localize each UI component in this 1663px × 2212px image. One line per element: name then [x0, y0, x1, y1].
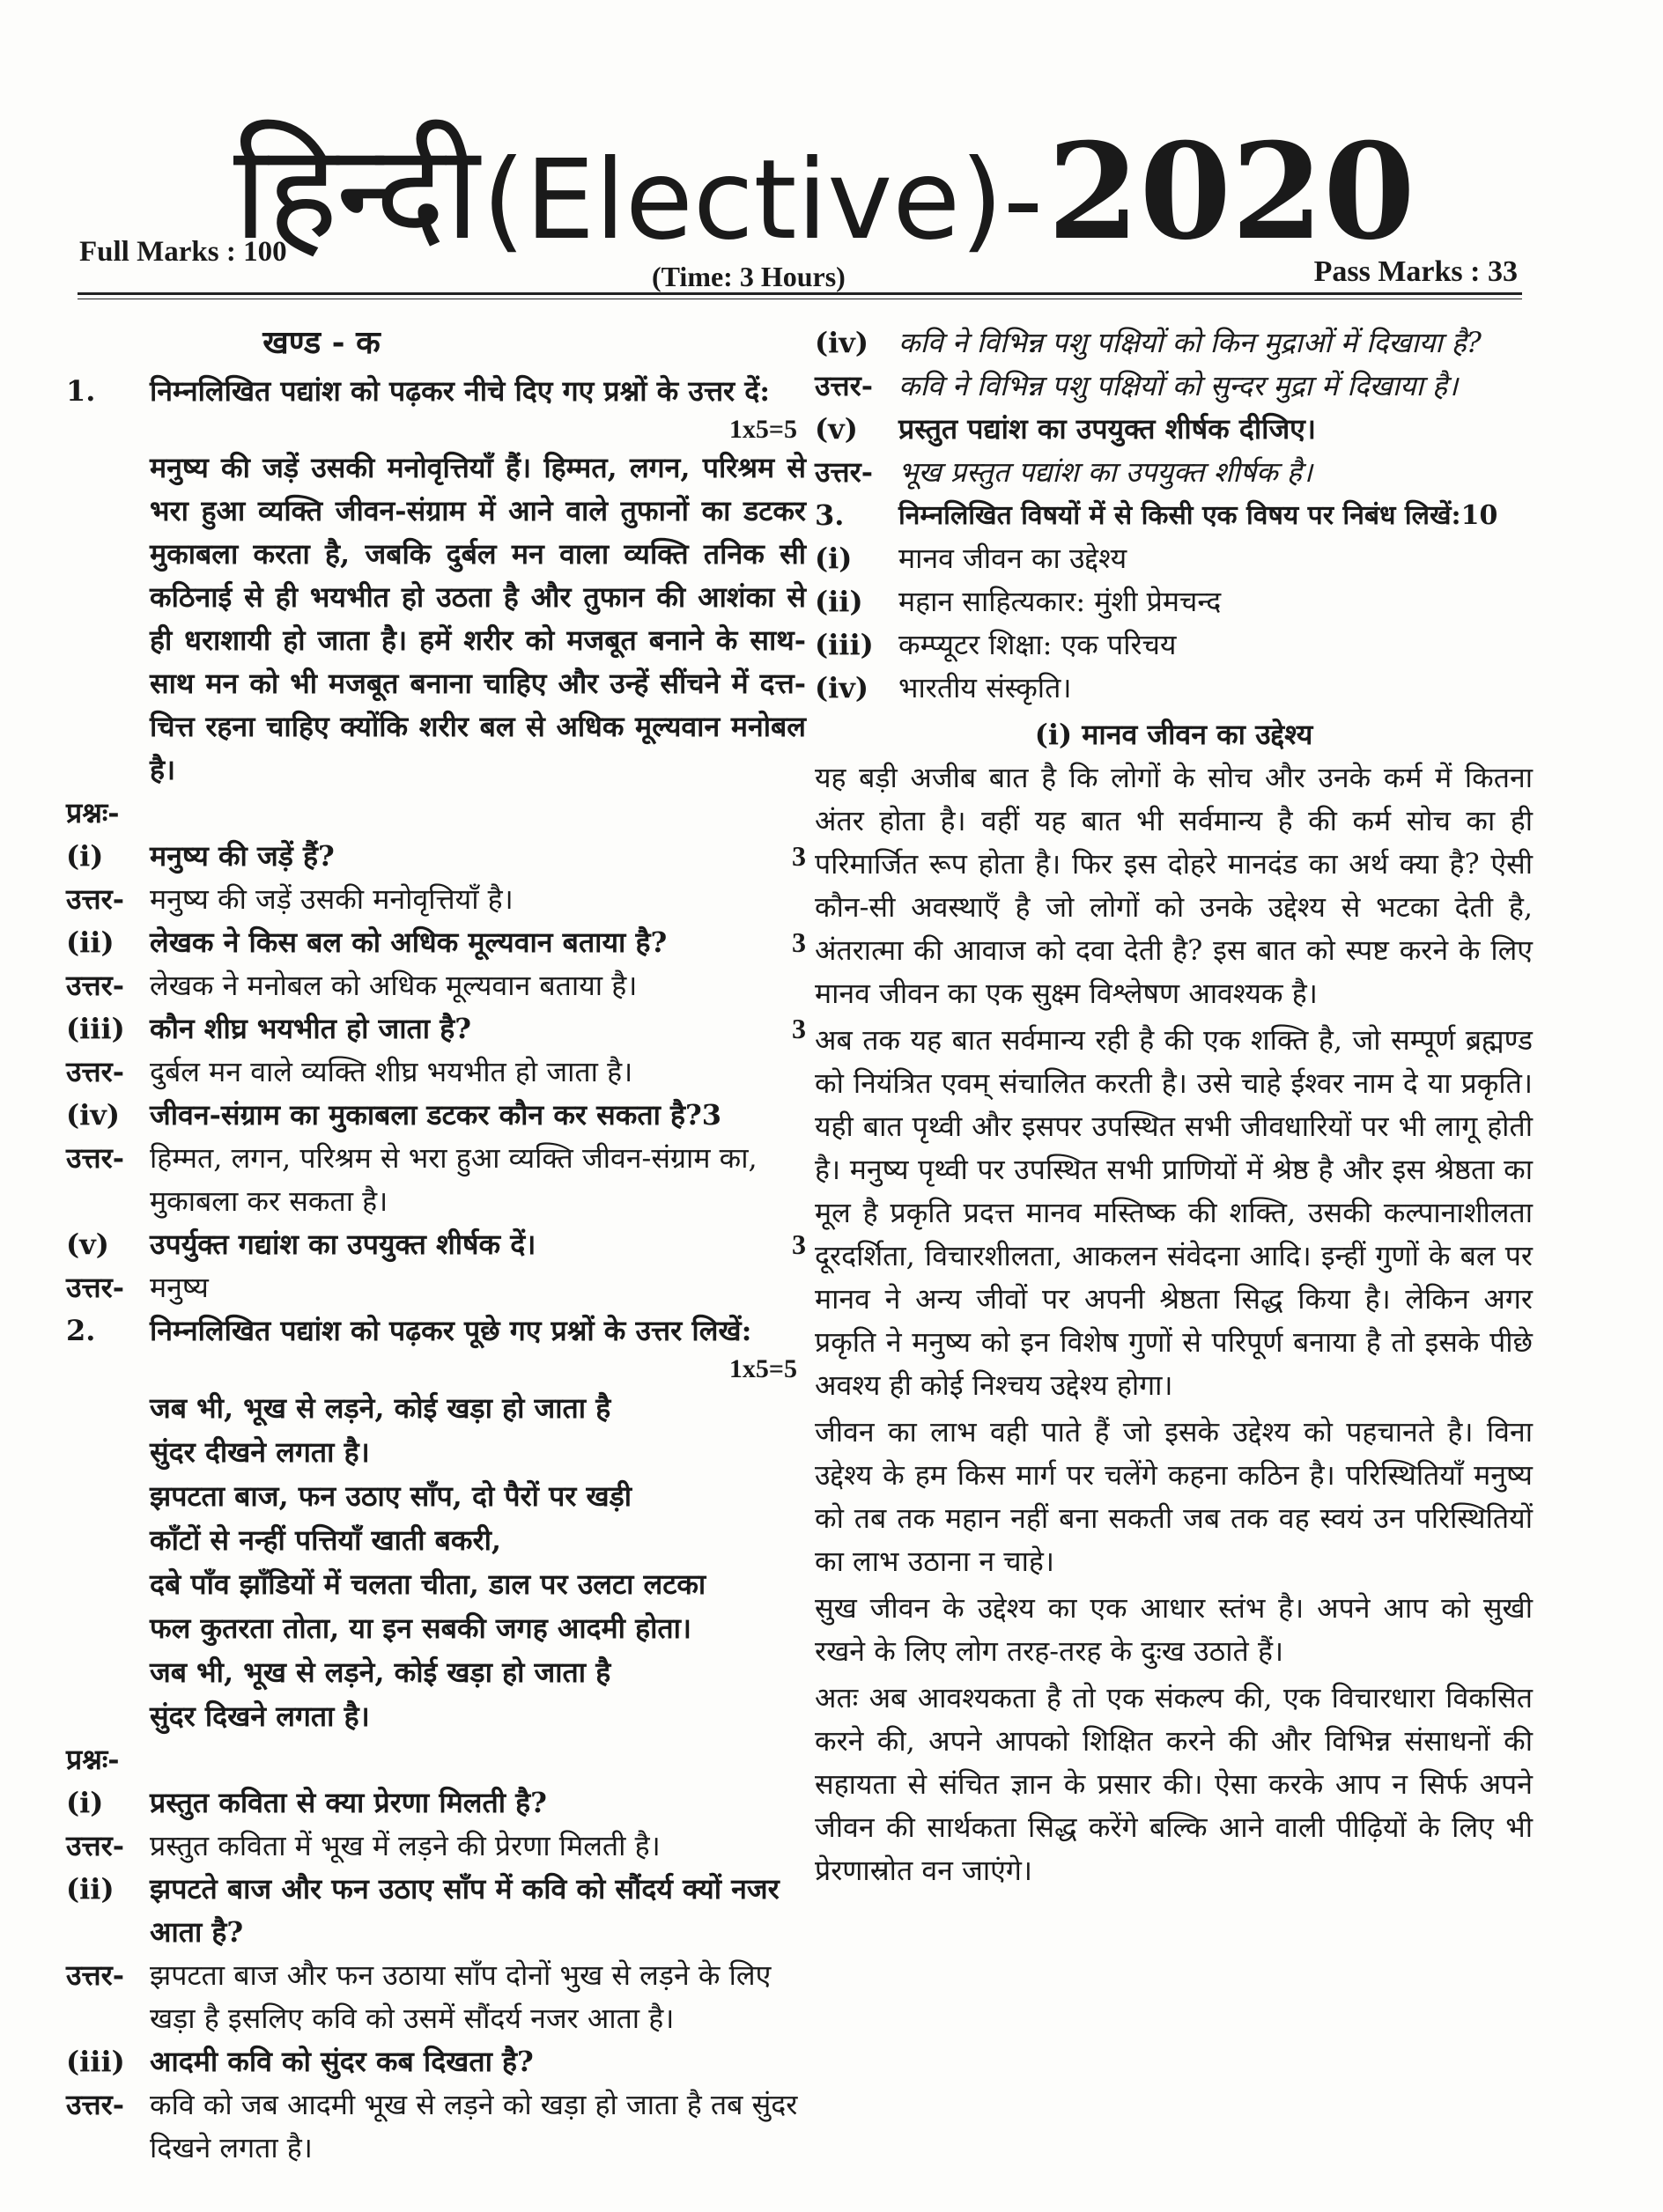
poem: [66, 1386, 806, 1738]
subquestion-number: (i): [66, 839, 104, 873]
answer-text: भूख प्रस्तुत पद्यांश का उपयुक्त शीर्षक है।: [898, 455, 1312, 489]
poem-line: जब भी, भूख से लड़ने, कोई खड़ा हो जाता है: [150, 1655, 611, 1689]
subquestion-number: (iii): [66, 2045, 125, 2078]
question-text: निम्नलिखित पद्यांश को पढ़कर पूछे गए प्रश्नों के उत्तर लिखें:: [150, 1314, 752, 1347]
essay-topic: [815, 623, 1533, 667]
subquestion-number: (ii): [66, 925, 115, 959]
subquestion: [66, 921, 806, 964]
answer-text: लेखक ने मनोबल को अधिक मूल्यवान बताया है।: [150, 969, 638, 1002]
answer-label: उत्तर-: [66, 1958, 125, 1992]
poem-line: सुंदर दीखने लगता है।: [150, 1435, 370, 1469]
subquestion-text: प्रस्तुत कविता से क्या प्रेरणा मिलती है?: [150, 1786, 547, 1819]
header-rule-top: [78, 292, 1522, 295]
answer: [66, 964, 806, 1007]
subquestion-number: (iii): [66, 1012, 125, 1045]
answer-label: उत्तर-: [815, 455, 874, 489]
subquestion-number: (iv): [66, 1098, 121, 1132]
answer-label: उत्तर-: [66, 2088, 125, 2121]
subquestion: [815, 408, 1533, 451]
question-marks: 1x5=5: [728, 1354, 797, 1383]
answer: [66, 1266, 806, 1309]
subquestion: [66, 1223, 806, 1266]
question-number: 1.: [66, 374, 96, 408]
essay-paragraph: अब तक यह बात सर्वमान्य रही है की एक शक्ति है, जो सम्पूर्ण ब्रह्मण्ड को नियंत्रित एवम् संचालित करती है। उसे चाहे ईश्वर नाम दे या प्रकृति। यही बात पृथ्वी और इसपर उपस्थित सभी जीवधारियों पर भी लागू होती है। मनुष्य पृथ्वी पर उपस्थित सभी प्राणियों में श्रेष्ठ है और इस श्रेष्ठता का मूल है प्रकृति प्रदत्त मानव मस्तिष्क की शक्ति, उसकी कल्पानाशीलता दूरदर्शिता, विचारशीलता, आकलन संवेदना आदि। इन्हीं गुणों के बल पर मानव ने अन्य जीवों पर अपनी श्रेष्ठता सिद्ध किया है। लेकिन अगर प्रकृति ने मनुष्य को इन विशेष गुणों से परिपूर्ण बनाया है तो इसके पीछे अवश्य ही कोई निश्चय उद्देश्य होगा।: [815, 1023, 1533, 1402]
poem-line: काँटों से नन्हीं पत्तियाँ खाती बकरी,: [150, 1523, 502, 1557]
answer-text: मनुष्य की जड़ें उसकी मनोवृत्तियाँ है।: [150, 882, 514, 916]
title-elective: (Elective): [482, 136, 1003, 264]
subquestion-number: (v): [66, 1228, 109, 1261]
title-year: 2020: [1047, 114, 1415, 269]
question-text: निम्नलिखित पद्यांश को पढ़कर नीचे दिए गए प्रश्नों के उत्तर दें:: [150, 374, 771, 408]
subquestion-text: लेखक ने किस बल को अधिक मूल्यवान बताया है?: [150, 925, 668, 959]
question-2: [66, 1309, 806, 1353]
answer-label: उत्तर-: [66, 1141, 125, 1175]
essay-title: (i) मानव जीवन का उद्देश्य: [1034, 718, 1313, 751]
essay-paragraph: अतः अब आवश्यकता है तो एक संकल्प की, एक विचारधारा विकसित करने की, अपने आपको शिक्षित करने की और विभिन्न संसाधनों की सहायता से संचित ज्ञान के प्रसार की। ऐसा करके आप न सिर्फ अपने जीवन की सार्थकता सिद्ध करेंगे बल्कि आने वाली पीढ़ियों के लिए भी प्रेरणास्रोत वन जाएंगे।: [815, 1681, 1533, 1887]
essay-body: [815, 756, 1533, 1892]
question-1: [66, 370, 806, 413]
q1-subquestions: [66, 835, 806, 1309]
essay-paragraph: सुख जीवन के उद्देश्य का एक आधार स्तंभ है। अपने आप को सुखी रखने के लिए लोग तरह-तरह के दुःख उठाते हैं।: [815, 1591, 1533, 1668]
answer-text: कवि को जब आदमी भूख से लड़ने को खड़ा हो जाता है तब सुंदर दिखने लगता है।: [150, 2088, 798, 2164]
subquestion-text: मनुष्य की जड़ें हैं?: [150, 839, 335, 873]
poem-line: जब भी, भूख से लड़ने, कोई खड़ा हो जाता है: [150, 1391, 611, 1425]
topic-text: मानव जीवन का उद्देश्य: [898, 542, 1127, 575]
question-marks: 1x5=5: [728, 415, 797, 444]
subquestion-score: 3: [792, 926, 806, 958]
question-number: 2.: [66, 1314, 96, 1347]
answer-label: उत्तर-: [66, 1055, 125, 1088]
answer-label: उत्तर-: [66, 1829, 125, 1862]
answer: [815, 365, 1533, 408]
answer-label: उत्तर-: [66, 882, 125, 916]
topic-number: (iv): [815, 671, 869, 704]
poem-line: फल कुतरता तोता, या इन सबकी जगह आदमी होता।: [150, 1611, 692, 1645]
answer-text: झपटता बाज और फन उठाया साँप दोनों भुख से लड़ने के लिए खड़ा है इसलिए कवि को उसमें सौंदर्य नजर आता है।: [150, 1958, 772, 2035]
answer: [66, 1137, 806, 1223]
essay-topic: [815, 537, 1533, 580]
title-dash: -: [1002, 136, 1044, 264]
subquestion: [66, 1781, 806, 1825]
poem-line: सुंदर दिखने लगता है।: [150, 1700, 370, 1733]
poem-line: झपटता बाज, फन उठाए साँप, दो पैरों पर खड़ी: [150, 1479, 632, 1513]
exam-time: (Time: 3 Hours): [652, 261, 846, 292]
subquestion: [815, 321, 1533, 365]
subquestion-score: 3: [792, 840, 806, 872]
subquestion: [66, 1007, 806, 1051]
subquestion-text: कौन शीघ्र भयभीत हो जाता है?: [150, 1012, 471, 1045]
answer: [66, 1954, 806, 2040]
subquestion-number: (v): [815, 412, 858, 446]
question-number: 3.: [815, 498, 845, 532]
poem-line: दबे पाँव झाँडियों में चलता चीता, डाल पर उलटा लटका: [150, 1567, 706, 1601]
answer-label: उत्तर-: [815, 369, 874, 402]
essay-paragraph: यह बड़ी अजीब बात है कि लोगों के सोच और उनके कर्म में कितना अंतर होता है। वहीं यह बात भी सर्वमान्य है की कर्म सोच का ही परिमार्जित रूप होता है। फिर इस दोहरे मानदंड का अर्थ क्या है? ऐसी कौन-सी अवस्थाएँ है जो लोगों को उनके उद्देश्य से भटका देती है, अंतरात्मा की आवाज को दवा देती है? इस बात को स्पष्ट करने के लिए मानव जीवन का एक सुक्ष्म विश्लेषण आवश्यक है।: [815, 761, 1533, 1010]
answer: [815, 451, 1533, 494]
answer-text: मनुष्य: [150, 1271, 209, 1304]
topic-text: महान साहित्यकार: मुंशी प्रेमचन्द: [898, 585, 1222, 618]
answer: [66, 878, 806, 921]
answer-label: उत्तर-: [66, 1271, 125, 1304]
essay-paragraph: जीवन का लाभ वही पाते हैं जो इसके उद्देश्य को पहचानते है। विना उद्देश्य के हम किस मार्ग पर चलेंगे कहना कठिन है। परिस्थितियाँ मनुष्य को तब तक महान नहीं बना सकती जब तक वह स्वयं उन परिस्थितियों का लाभ उठाना न चाहे।: [815, 1415, 1533, 1578]
answer-text: दुर्बल मन वाले व्यक्ति शीघ्र भयभीत हो जाता है।: [150, 1055, 633, 1088]
title-hindi: हिन्दी: [233, 116, 478, 269]
answer: [66, 2083, 806, 2170]
subquestion: [66, 1094, 806, 1137]
subquestion-number: (ii): [66, 1872, 115, 1906]
subquestion-score: 3: [792, 1013, 806, 1044]
topic-text: कम्प्यूटर शिक्षा: एक परिचय: [898, 628, 1177, 661]
answer: [66, 1825, 806, 1868]
subquestion: [66, 1868, 806, 1954]
essay-topic: [815, 580, 1533, 623]
question-3: [815, 494, 1533, 537]
answer-label: उत्तर-: [66, 969, 125, 1002]
subquestion-number: (iv): [815, 326, 869, 359]
subquestion-text: जीवन-संग्राम का मुकाबला डटकर कौन कर सकता है?3: [150, 1098, 722, 1132]
subquestion: [66, 2040, 806, 2083]
answer-text: प्रस्तुत कविता में भूख में लड़ने की प्रेरणा मिलती है।: [150, 1829, 661, 1862]
essay-topic: [815, 667, 1533, 710]
pass-marks: Pass Marks : 33: [1313, 255, 1518, 288]
right-column: [815, 321, 1533, 1896]
passage: मनुष्य की जड़ें उसकी मनोवृत्तियाँ हैं। हिम्मत, लगन, परिश्रम से भरा हुआ व्यक्ति जीवन-संग्राम में आने वाले तुफानों का डटकर मुकाबला करता है, जबकि दुर्बल मन वाला व्यक्ति तनिक सी कठिनाई से ही भयभीत हो उठता है और तुफान की आशंका से ही धराशायी हो जाता है। हमें शरीर को मजबूत बनाने के साथ-साथ मन को भी मजबूत बनाना चाहिए और उन्हें सींचने में दत्त-चित्त रहना चाहिए क्योंकि शरीर बल से अधिक मूल्यवान मनोबल है।: [150, 451, 806, 786]
answer-text: हिम्मत, लगन, परिश्रम से भरा हुआ व्यक्ति जीवन-संग्राम का, मुकाबला कर सकता है।: [150, 1141, 758, 1218]
subquestion-text: आदमी कवि को सुंदर कब दिखता है?: [150, 2045, 534, 2078]
questions-label: प्रश्नः-: [66, 1743, 120, 1776]
subquestion-text: प्रस्तुत पद्यांश का उपयुक्त शीर्षक दीजिए।: [898, 412, 1317, 446]
section-heading: खण्ड - क: [262, 324, 381, 361]
topic-number: (ii): [815, 585, 863, 618]
subquestion: [66, 835, 806, 878]
essay-topics: [815, 537, 1533, 710]
subquestion-score: 3: [792, 1228, 806, 1260]
questions-label: प्रश्नः-: [66, 796, 120, 830]
q2-subquestions: [66, 1781, 806, 2170]
subquestion-text: झपटते बाज और फन उठाए साँप में कवि को सौंदर्य क्यों नजर आता है?: [150, 1872, 780, 1949]
question-text: निम्नलिखित विषयों में से किसी एक विषय पर निबंध लिखें:10: [898, 500, 1498, 531]
subquestion-text: उपर्युक्त गद्यांश का उपयुक्त शीर्षक दें।: [150, 1228, 536, 1261]
left-column: [66, 321, 806, 2170]
answer: [66, 1051, 806, 1094]
topic-number: (iii): [815, 628, 874, 661]
full-marks: Full Marks : 100: [79, 236, 287, 268]
answer-text: कवि ने विभिन्न पशु पक्षियों को सुन्दर मुद्रा में दिखाया है।: [898, 369, 1459, 402]
subquestion-text: कवि ने विभिन्न पशु पक्षियों को किन मुद्राओं में दिखाया है?: [898, 326, 1482, 359]
topic-number: (i): [815, 542, 853, 575]
subquestion-number: (i): [66, 1786, 104, 1819]
topic-text: भारतीय संस्कृति।: [898, 671, 1072, 704]
